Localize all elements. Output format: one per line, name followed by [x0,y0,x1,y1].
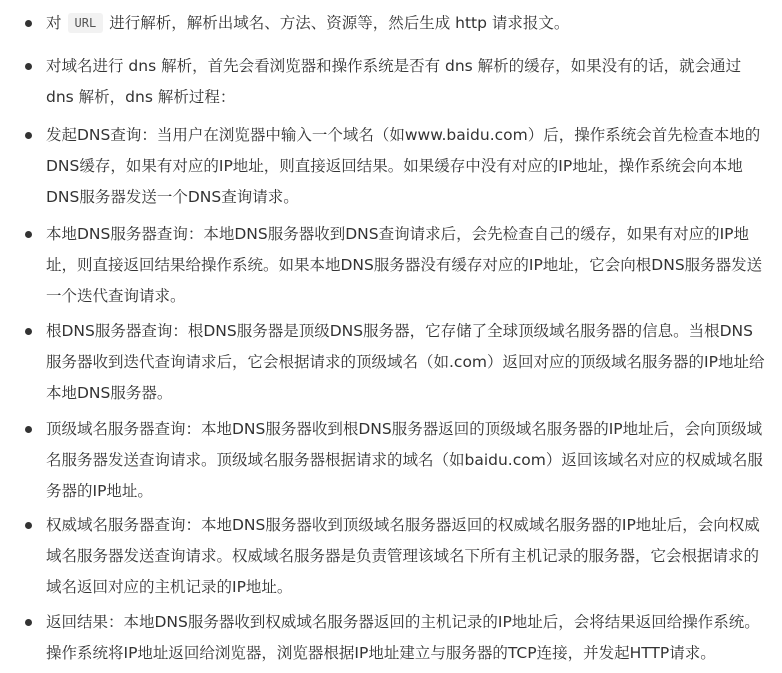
bullet-dot [25,328,32,335]
item-text: 返回结果：本地DNS服务器收到权威域名服务器返回的主机记录的IP地址后，会将结果返回给操作系统。操作系统将IP地址返回给浏览器，浏览器根据IP地址建立与服务器的TCP连接，并发起HTTP请求。 [46,613,760,662]
item-text: 发起DNS查询：当用户在浏览器中输入一个域名（如www.baidu.com）后，操作系统会首先检查本地的DNS缓存，如果有对应的IP地址，则直接返回结果。如果缓存中没有对应的IP地址，操作系统会向本地DNS服务器发送一个DNS查询请求。 [46,126,761,206]
bullet-dot [25,132,32,139]
list-item [0,316,782,409]
list-item [0,8,782,39]
item-text: 对域名进行 dns 解析，首先会看浏览器和操作系统是否有 dns 解析的缓存，如果没有的话，就会通过 dns 解析，dns 解析过程： [46,57,742,106]
bullet-dot [25,619,32,626]
bullet-dot [25,20,32,27]
item-text: 顶级域名服务器查询：本地DNS服务器收到根DNS服务器返回的顶级域名服务器的IP地址后，会向顶级域名服务器发送查询请求。顶级域名服务器根据请求的域名（如baidu.com）返回该域名对应的权威域名服务器的IP地址。 [46,420,763,500]
bullet-dot [25,522,32,529]
bullet-dot [25,426,32,433]
inline-code: URL [68,13,104,33]
list-item [0,219,782,312]
item-text: 本地DNS服务器查询：本地DNS服务器收到DNS查询请求后，会先检查自己的缓存，如果有对应的IP地址，则直接返回结果给操作系统。如果本地DNS服务器没有缓存对应的IP地址，它会向根DNS服务器发送一个迭代查询请求。 [46,225,763,305]
list-item [0,414,782,507]
item-text: 根DNS服务器查询：根DNS服务器是顶级DNS服务器，它存储了全球顶级域名服务器的信息。当根DNS服务器收到迭代查询请求后，它会根据请求的顶级域名（如.com）返回对应的顶级域名服务器的IP地址给本地DNS服务器。 [46,322,765,402]
item-text-prefix: 对 [46,14,62,32]
item-text: 权威域名服务器查询：本地DNS服务器收到顶级域名服务器返回的权威域名服务器的IP地址后，会向权威域名服务器发送查询请求。权威域名服务器是负责管理该域名下所有主机记录的服务器，它会根据请求的域名返回对应的主机记录的IP地址。 [46,516,760,596]
list-item [0,51,782,113]
bullet-dot [25,63,32,70]
list-item [0,510,782,603]
list-item [0,607,782,669]
item-text: 进行解析，解析出域名、方法、资源等，然后生成 http 请求报文。 [109,14,570,32]
bullet-dot [25,231,32,238]
list-item [0,120,782,213]
